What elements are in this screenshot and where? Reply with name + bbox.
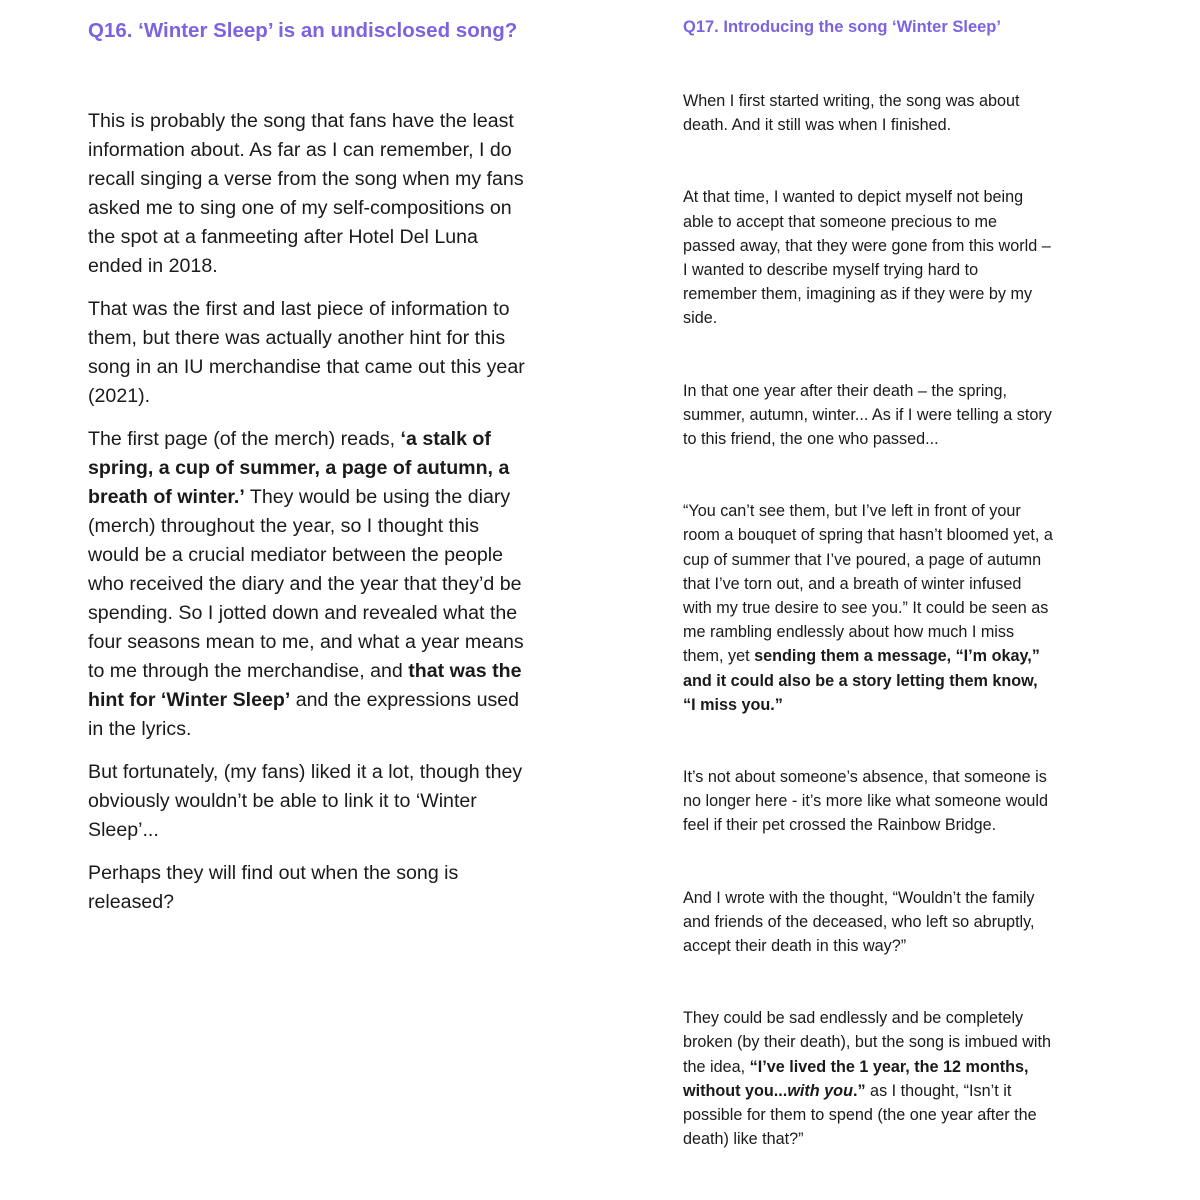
q16-body (88, 107, 528, 931)
q17-paragraph-3: In that one year after their death – the spring, summer, autumn, winter... As if I were telling a story to this friend, the one who passed... (683, 381, 1052, 449)
q16-paragraph-2: That was the first and last piece of information to them, but there was actually another hint for this song in an IU merchandise that came out this year (2021). (88, 298, 525, 407)
q16-paragraph-4: But fortunately, (my fans) liked it a lot, though they obviously wouldn’t be able to link it to ‘Winter Sleep’... (88, 761, 523, 841)
q17-body (683, 89, 1053, 1200)
q16-heading: Q16. ‘Winter Sleep’ is an undisclosed song? (88, 19, 518, 42)
q17-p7-text-2: as I thought, “Isn’t it possible for them to spend (the one year after the death) like that?” (683, 1081, 1037, 1149)
q16-paragraph-3 (88, 425, 528, 744)
q17-paragraph-4 (683, 499, 1053, 717)
q16-p3-text-2: They would be using the diary (merch) throughout the year, so I thought this would be a crucial mediator between the people who received the diary and the year that they’d be spending. So I jotted down and revealed what the four seasons mean to me, and what a year means to me through the merchandise, and (88, 486, 524, 682)
q17-p7-text-1: They could be sad endlessly and be completely broken (by their death), but the song is imbued with the idea, (683, 1009, 1052, 1076)
q17-paragraph-1: When I first started writing, the song was about death. And it still was when I finished. (683, 92, 1020, 135)
q16-paragraph-1: This is probably the song that fans have the least information about. As far as I can remember, I do recall singing a verse from the song when my fans asked me to sing one of my self-compositions on the spot at a fanmeeting after Hotel Del Luna ended in 2018. (88, 110, 524, 277)
q16-paragraph-5: Perhaps they will find out when the song is released? (88, 862, 459, 913)
q17-p7-bold-close: .” (852, 1081, 866, 1100)
q16-p3-text-1: The first page (of the merch) reads, (88, 428, 401, 450)
q17-p4-text-1: “You can’t see them, but I’ve left in front of your room a bouquet of spring that hasn’t bloomed yet, a cup of summer that I’ve poured, a page of autumn that I’ve torn out, and a breath of winter infused with my true desire to see you.” It could be seen as me rambling endlessly about how much I miss them, yet (683, 502, 1053, 666)
q16-p3-bold-quote: ‘a stalk of spring, a cup of summer, a page of autumn, a breath of winter.’ (88, 428, 510, 508)
q16-p3-bold-hint: that was the hint for ‘Winter Sleep’ (88, 660, 522, 711)
q17-p7-italic-with-you: with you (787, 1081, 853, 1100)
q17-heading: Q17. Introducing the song ‘Winter Sleep’ (683, 18, 1001, 36)
q17-paragraph-5: It’s not about someone’s absence, that someone is no longer here - it’s more like what someone would feel if their pet crossed the Rainbow Bridge. (683, 768, 1049, 835)
q17-paragraph-6: And I wrote with the thought, “Wouldn’t the family and friends of the deceased, who left so abruptly, accept their death in this way?” (683, 888, 1035, 956)
q17-paragraph-2: At that time, I wanted to depict myself not being able to accept that someone precious to me passed away, that they were gone from this world – I wanted to describe myself trying hard to remember them, imagining as if they were by my side. (683, 188, 1051, 328)
q17-p7-bold-quote: “I’ve lived the 1 year, the 12 months, without you... (683, 1057, 1029, 1100)
q17-paragraph-7 (683, 1006, 1053, 1151)
q16-p3-text-3: and the expressions used in the lyrics. (88, 689, 520, 740)
q17-p7-bold-italic (787, 1082, 853, 1100)
q17-p4-bold-message: sending them a message, “I’m okay,” and it could also be a story letting them know, “I miss you.” (683, 647, 1040, 714)
